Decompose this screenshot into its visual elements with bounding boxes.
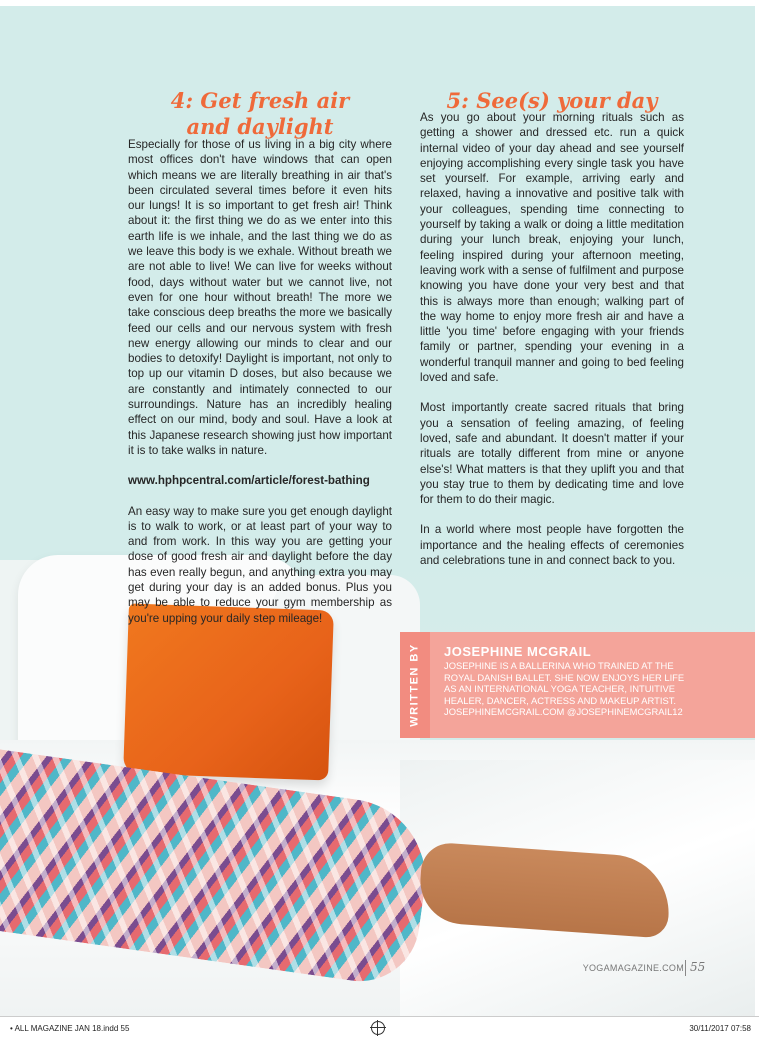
- right-paragraph-3: In a world where most people have forgotten the importance and the healing effects of ceremonies and celebrations tune in and connect back to you.: [420, 523, 684, 568]
- heading-see-your-day: 5: See(s) your day: [446, 88, 658, 113]
- written-by-label: WRITTEN BY: [409, 643, 422, 727]
- author-bio: JOSEPHINE IS A BALLERINA WHO TRAINED AT THE ROYAL DANISH BALLET. SHE NOW ENJOYS HER LIFE AS AN INTERNATIONAL YOGA TEACHER, INTUITIVE HEALER, DANCER, ACTRESS AND MAKEUP ARTIST. JOSEPHINEMCGRAIL.COM @JOSEPHINEMCGRAIL12: [444, 660, 685, 718]
- right-paragraph-1: As you go about your morning rituals such as getting a shower and dressed etc. run a quick internal video of your day ahead and see yourself enjoying accomplishing every single task you have set yourself. For example, arriving early and relaxed, having a innovative and positive talk with your colleagues, spending time connecting to yourself by taking a walk or doing a little meditation during your lunch break, enjoying your lunch, feeling inspired during your afternoon meeting, leaving work with a sense of fulfilment and purpose knowing you have done your very best and that this is always more than enough; walking part of the way home to enjoy more fresh air and have a little 'you time' before engaging with your friends family or partner, spending your evening in a wonderful tranquil manner and going to bed feeling loved and safe.: [420, 111, 684, 385]
- slug-timestamp: 30/11/2017 07:58: [689, 1024, 751, 1033]
- right-column: [420, 110, 684, 583]
- registration-mark-icon: [371, 1021, 385, 1035]
- forest-bathing-link[interactable]: www.hphpcentral.com/article/forest-bathing: [128, 474, 370, 488]
- heading-fresh-air: 4: Get fresh air and daylight: [170, 88, 350, 139]
- written-by-tab: [400, 632, 430, 738]
- left-paragraph-1: Especially for those of us living in a big city where most offices don't have windows that can open which means we are literally breathing in air that's been circulated several times before it even hits our lungs! It is so important to get fresh air! Think about it: the first thing we do as we enter into this earth life is we inhale, and the last thing we do as we leave this body is we exhale. Without breath we are not able to live! We can live for weeks without food, days without water but we cannot live, not even for one hour without breath! The more we take conscious deep breaths the more we basically feed our cells and our nervous system with fresh new energy allowing our minds to clear and our bodies to detoxify! Daylight is important, not only to top up our vitamin D doses, but also because we are constantly and intimately connected to our surroundings. Nature has an incredibly healing effect on our mind, body and soul. Have a look at this Japanese research showing just how important it is to take walks in nature.: [128, 138, 392, 457]
- left-paragraph-2: An easy way to make sure you get enough daylight is to walk to work, or at least part of your way to and from work. In this way you are getting your dose of good fresh air and daylight before the day has even really begun, and anything extra you may get during your day is an added bonus. Plus you may be able to reduce your gym membership as you're upping your daily step mileage!: [128, 504, 392, 625]
- footer-magazine-url: YOGAMAGAZINE.COM: [582, 963, 684, 973]
- right-paragraph-2: Most importantly create sacred rituals that bring you a sensation of feeling amazing, of feeling loved, safe and abundant. It doesn't matter if your rituals are totally different from mine or anyone else's! What matters is that they uplift you and that you stay true to them by dedicating time and love for them to do their magic.: [420, 401, 684, 507]
- print-slug: [0, 1016, 759, 1044]
- author-name: JOSEPHINE MCGRAIL: [444, 644, 592, 659]
- page-right-edge: [755, 0, 759, 1016]
- author-box: [400, 632, 759, 738]
- page-top-edge: [0, 0, 759, 6]
- slug-filename: • ALL MAGAZINE JAN 18.indd 55: [10, 1024, 130, 1033]
- left-column: [128, 137, 392, 641]
- footer-divider: [685, 960, 686, 976]
- page-number: 55: [690, 960, 706, 974]
